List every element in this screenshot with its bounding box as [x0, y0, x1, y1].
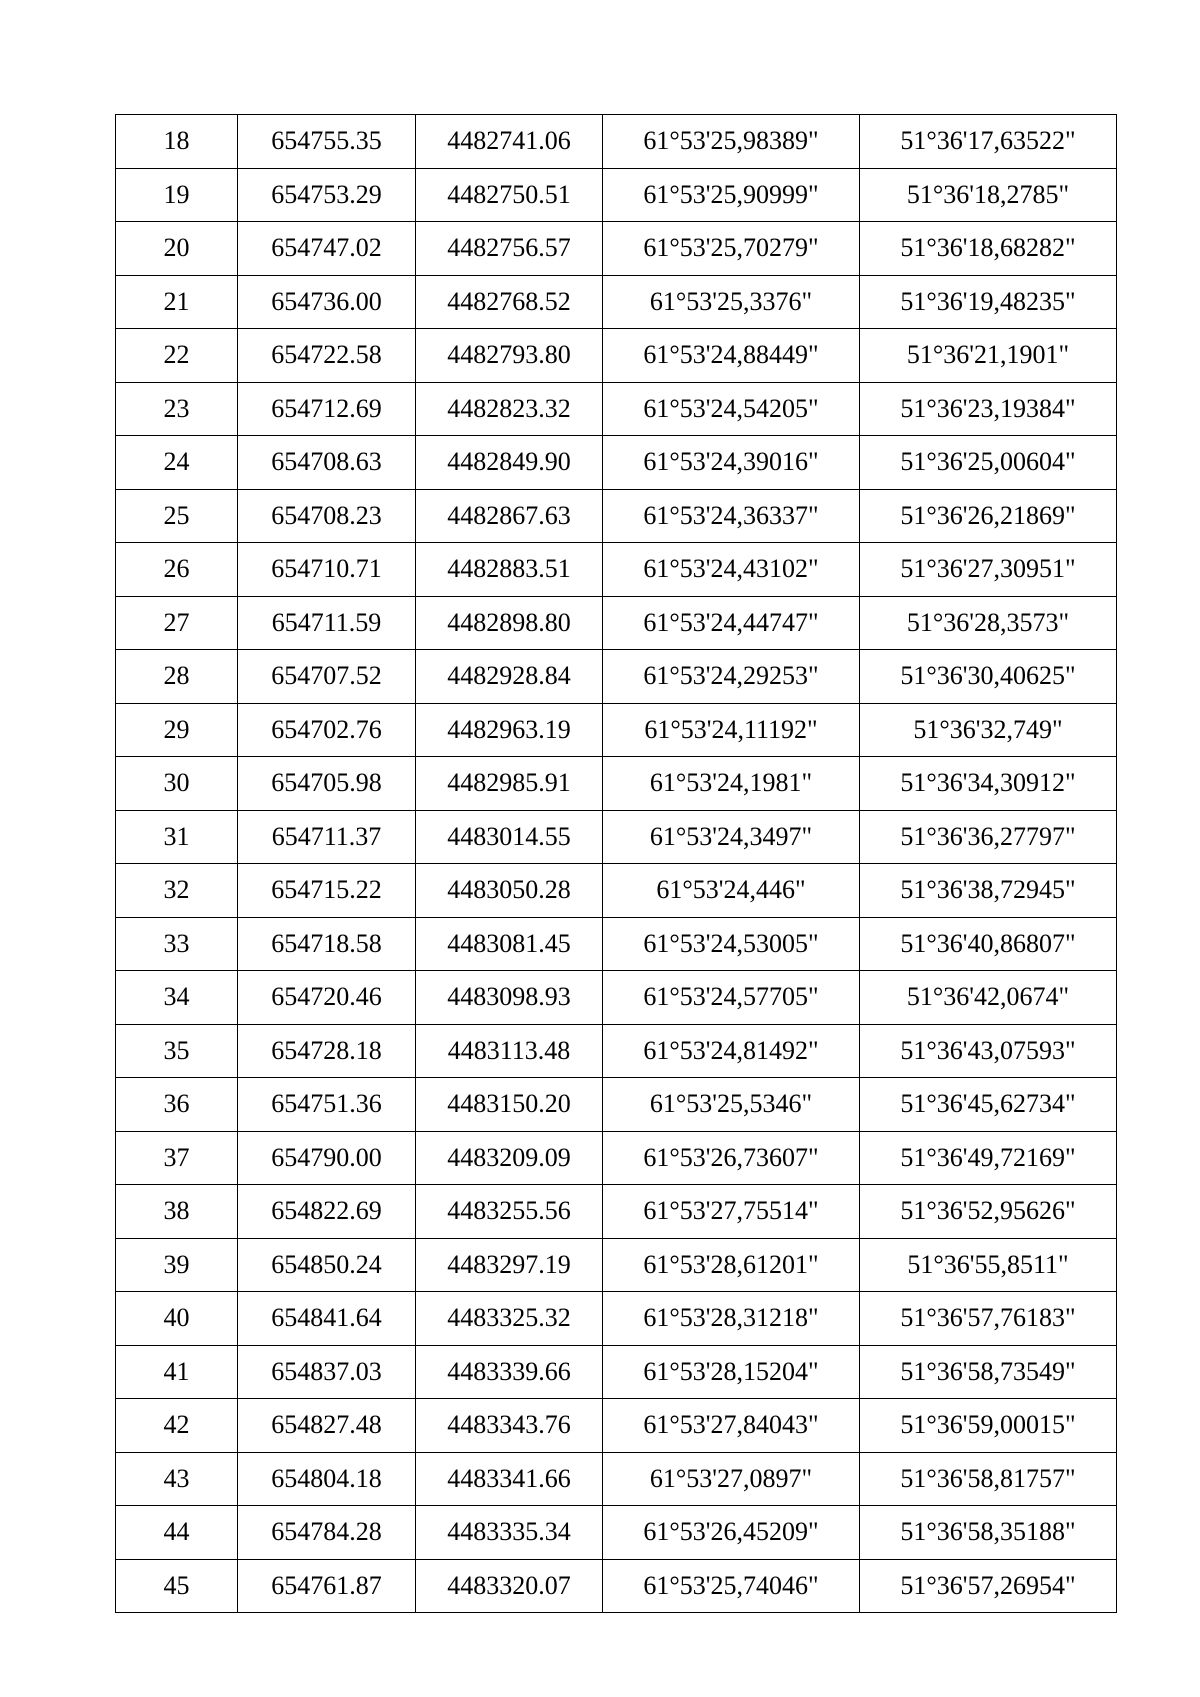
table-row [116, 1345, 1117, 1399]
y-coordinate-cell: 4483343.76 [416, 1399, 603, 1453]
y-coordinate-cell: 4482883.51 [416, 543, 603, 597]
longitude-cell: 61°53'24,44747" [603, 596, 860, 650]
table-row [116, 757, 1117, 811]
y-coordinate-cell: 4483341.66 [416, 1452, 603, 1506]
table-row [116, 1185, 1117, 1239]
x-coordinate-cell: 654784.28 [238, 1506, 416, 1560]
y-coordinate-cell: 4483081.45 [416, 917, 603, 971]
y-coordinate-cell: 4482823.32 [416, 382, 603, 436]
longitude-cell: 61°53'25,3376" [603, 275, 860, 329]
x-coordinate-cell: 654715.22 [238, 864, 416, 918]
x-coordinate-cell: 654711.37 [238, 810, 416, 864]
longitude-cell: 61°53'25,5346" [603, 1078, 860, 1132]
longitude-cell: 61°53'24,88449" [603, 329, 860, 383]
y-coordinate-cell: 4483335.34 [416, 1506, 603, 1560]
point-number-cell: 38 [116, 1185, 238, 1239]
table-row [116, 1399, 1117, 1453]
table-row [116, 1292, 1117, 1346]
longitude-cell: 61°53'25,70279" [603, 222, 860, 276]
x-coordinate-cell: 654710.71 [238, 543, 416, 597]
x-coordinate-cell: 654722.58 [238, 329, 416, 383]
y-coordinate-cell: 4482849.90 [416, 436, 603, 490]
longitude-cell: 61°53'28,15204" [603, 1345, 860, 1399]
latitude-cell: 51°36'21,1901" [860, 329, 1117, 383]
latitude-cell: 51°36'32,749" [860, 703, 1117, 757]
latitude-cell: 51°36'30,40625" [860, 650, 1117, 704]
x-coordinate-cell: 654841.64 [238, 1292, 416, 1346]
y-coordinate-cell: 4482963.19 [416, 703, 603, 757]
y-coordinate-cell: 4482768.52 [416, 275, 603, 329]
latitude-cell: 51°36'27,30951" [860, 543, 1117, 597]
x-coordinate-cell: 654790.00 [238, 1131, 416, 1185]
table-row [116, 810, 1117, 864]
x-coordinate-cell: 654720.46 [238, 971, 416, 1025]
point-number-cell: 42 [116, 1399, 238, 1453]
y-coordinate-cell: 4482793.80 [416, 329, 603, 383]
table-row [116, 436, 1117, 490]
coordinates-table [115, 114, 1117, 1613]
longitude-cell: 61°53'26,73607" [603, 1131, 860, 1185]
table-row [116, 382, 1117, 436]
y-coordinate-cell: 4482867.63 [416, 489, 603, 543]
table-row [116, 115, 1117, 169]
x-coordinate-cell: 654736.00 [238, 275, 416, 329]
table-row [116, 864, 1117, 918]
table-row [116, 1452, 1117, 1506]
longitude-cell: 61°53'24,54205" [603, 382, 860, 436]
longitude-cell: 61°53'24,53005" [603, 917, 860, 971]
table-row [116, 1506, 1117, 1560]
table-row [116, 1238, 1117, 1292]
point-number-cell: 20 [116, 222, 238, 276]
point-number-cell: 41 [116, 1345, 238, 1399]
longitude-cell: 61°53'25,98389" [603, 115, 860, 169]
coordinates-table-body [116, 115, 1117, 1613]
table-row [116, 1078, 1117, 1132]
latitude-cell: 51°36'23,19384" [860, 382, 1117, 436]
x-coordinate-cell: 654705.98 [238, 757, 416, 811]
point-number-cell: 43 [116, 1452, 238, 1506]
longitude-cell: 61°53'24,29253" [603, 650, 860, 704]
y-coordinate-cell: 4483150.20 [416, 1078, 603, 1132]
longitude-cell: 61°53'24,3497" [603, 810, 860, 864]
point-number-cell: 24 [116, 436, 238, 490]
table-row [116, 650, 1117, 704]
longitude-cell: 61°53'27,0897" [603, 1452, 860, 1506]
table-row [116, 1131, 1117, 1185]
table-row [116, 543, 1117, 597]
point-number-cell: 44 [116, 1506, 238, 1560]
point-number-cell: 30 [116, 757, 238, 811]
longitude-cell: 61°53'24,1981" [603, 757, 860, 811]
latitude-cell: 51°36'58,73549" [860, 1345, 1117, 1399]
longitude-cell: 61°53'24,81492" [603, 1024, 860, 1078]
point-number-cell: 32 [116, 864, 238, 918]
x-coordinate-cell: 654827.48 [238, 1399, 416, 1453]
y-coordinate-cell: 4483325.32 [416, 1292, 603, 1346]
point-number-cell: 34 [116, 971, 238, 1025]
latitude-cell: 51°36'34,30912" [860, 757, 1117, 811]
latitude-cell: 51°36'57,26954" [860, 1559, 1117, 1613]
y-coordinate-cell: 4482898.80 [416, 596, 603, 650]
x-coordinate-cell: 654707.52 [238, 650, 416, 704]
point-number-cell: 27 [116, 596, 238, 650]
x-coordinate-cell: 654761.87 [238, 1559, 416, 1613]
latitude-cell: 51°36'36,27797" [860, 810, 1117, 864]
x-coordinate-cell: 654755.35 [238, 115, 416, 169]
latitude-cell: 51°36'43,07593" [860, 1024, 1117, 1078]
point-number-cell: 29 [116, 703, 238, 757]
y-coordinate-cell: 4483098.93 [416, 971, 603, 1025]
latitude-cell: 51°36'55,8511" [860, 1238, 1117, 1292]
y-coordinate-cell: 4483320.07 [416, 1559, 603, 1613]
y-coordinate-cell: 4483209.09 [416, 1131, 603, 1185]
point-number-cell: 33 [116, 917, 238, 971]
table-row [116, 1559, 1117, 1613]
longitude-cell: 61°53'28,31218" [603, 1292, 860, 1346]
table-row [116, 489, 1117, 543]
x-coordinate-cell: 654822.69 [238, 1185, 416, 1239]
x-coordinate-cell: 654850.24 [238, 1238, 416, 1292]
latitude-cell: 51°36'58,81757" [860, 1452, 1117, 1506]
table-row [116, 917, 1117, 971]
latitude-cell: 51°36'45,62734" [860, 1078, 1117, 1132]
point-number-cell: 23 [116, 382, 238, 436]
latitude-cell: 51°36'58,35188" [860, 1506, 1117, 1560]
point-number-cell: 39 [116, 1238, 238, 1292]
latitude-cell: 51°36'17,63522" [860, 115, 1117, 169]
x-coordinate-cell: 654753.29 [238, 168, 416, 222]
latitude-cell: 51°36'52,95626" [860, 1185, 1117, 1239]
table-row [116, 275, 1117, 329]
latitude-cell: 51°36'26,21869" [860, 489, 1117, 543]
latitude-cell: 51°36'49,72169" [860, 1131, 1117, 1185]
latitude-cell: 51°36'18,2785" [860, 168, 1117, 222]
latitude-cell: 51°36'18,68282" [860, 222, 1117, 276]
latitude-cell: 51°36'42,0674" [860, 971, 1117, 1025]
table-row [116, 971, 1117, 1025]
y-coordinate-cell: 4483014.55 [416, 810, 603, 864]
point-number-cell: 26 [116, 543, 238, 597]
point-number-cell: 18 [116, 115, 238, 169]
x-coordinate-cell: 654837.03 [238, 1345, 416, 1399]
table-row [116, 596, 1117, 650]
point-number-cell: 45 [116, 1559, 238, 1613]
longitude-cell: 61°53'24,57705" [603, 971, 860, 1025]
x-coordinate-cell: 654728.18 [238, 1024, 416, 1078]
latitude-cell: 51°36'40,86807" [860, 917, 1117, 971]
latitude-cell: 51°36'57,76183" [860, 1292, 1117, 1346]
latitude-cell: 51°36'59,00015" [860, 1399, 1117, 1453]
point-number-cell: 28 [116, 650, 238, 704]
x-coordinate-cell: 654711.59 [238, 596, 416, 650]
longitude-cell: 61°53'27,75514" [603, 1185, 860, 1239]
longitude-cell: 61°53'24,446" [603, 864, 860, 918]
x-coordinate-cell: 654708.63 [238, 436, 416, 490]
longitude-cell: 61°53'26,45209" [603, 1506, 860, 1560]
y-coordinate-cell: 4482928.84 [416, 650, 603, 704]
point-number-cell: 19 [116, 168, 238, 222]
longitude-cell: 61°53'25,90999" [603, 168, 860, 222]
longitude-cell: 61°53'24,11192" [603, 703, 860, 757]
x-coordinate-cell: 654712.69 [238, 382, 416, 436]
longitude-cell: 61°53'28,61201" [603, 1238, 860, 1292]
latitude-cell: 51°36'25,00604" [860, 436, 1117, 490]
table-row [116, 168, 1117, 222]
x-coordinate-cell: 654804.18 [238, 1452, 416, 1506]
longitude-cell: 61°53'25,74046" [603, 1559, 860, 1613]
y-coordinate-cell: 4483255.56 [416, 1185, 603, 1239]
x-coordinate-cell: 654708.23 [238, 489, 416, 543]
longitude-cell: 61°53'24,39016" [603, 436, 860, 490]
point-number-cell: 36 [116, 1078, 238, 1132]
point-number-cell: 31 [116, 810, 238, 864]
point-number-cell: 35 [116, 1024, 238, 1078]
point-number-cell: 21 [116, 275, 238, 329]
table-row [116, 222, 1117, 276]
x-coordinate-cell: 654747.02 [238, 222, 416, 276]
x-coordinate-cell: 654702.76 [238, 703, 416, 757]
x-coordinate-cell: 654751.36 [238, 1078, 416, 1132]
table-row [116, 703, 1117, 757]
y-coordinate-cell: 4482750.51 [416, 168, 603, 222]
point-number-cell: 37 [116, 1131, 238, 1185]
y-coordinate-cell: 4482756.57 [416, 222, 603, 276]
longitude-cell: 61°53'27,84043" [603, 1399, 860, 1453]
table-row [116, 329, 1117, 383]
y-coordinate-cell: 4483297.19 [416, 1238, 603, 1292]
x-coordinate-cell: 654718.58 [238, 917, 416, 971]
longitude-cell: 61°53'24,43102" [603, 543, 860, 597]
y-coordinate-cell: 4482741.06 [416, 115, 603, 169]
y-coordinate-cell: 4483050.28 [416, 864, 603, 918]
y-coordinate-cell: 4482985.91 [416, 757, 603, 811]
longitude-cell: 61°53'24,36337" [603, 489, 860, 543]
latitude-cell: 51°36'19,48235" [860, 275, 1117, 329]
latitude-cell: 51°36'38,72945" [860, 864, 1117, 918]
point-number-cell: 25 [116, 489, 238, 543]
table-row [116, 1024, 1117, 1078]
latitude-cell: 51°36'28,3573" [860, 596, 1117, 650]
y-coordinate-cell: 4483339.66 [416, 1345, 603, 1399]
point-number-cell: 40 [116, 1292, 238, 1346]
point-number-cell: 22 [116, 329, 238, 383]
y-coordinate-cell: 4483113.48 [416, 1024, 603, 1078]
